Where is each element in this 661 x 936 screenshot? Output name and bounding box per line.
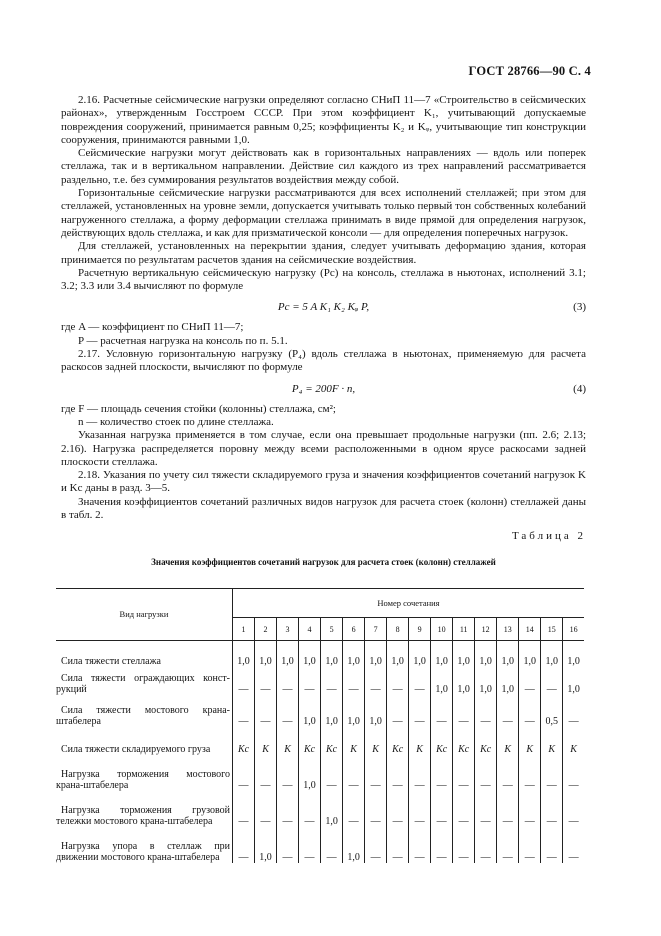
coefficient-cell: — [431,695,453,727]
coefficient-cell: — [409,667,431,695]
coefficient-cell: — [475,827,497,863]
paragraph-floor-mounted: Для стеллажей, установленных на перекрытии здания, следует учитывать деформацию здания, которая принимается по результатам расчетов здания на сейсмические воздействия. [61,240,586,266]
coefficient-cell: 1,0 [299,641,321,668]
coefficient-cell: — [497,827,519,863]
table-title: Значения коэффициентов сочетаний нагрузок для расчета стоек (колонн) стеллажей [151,556,496,567]
coefficient-cell: — [321,755,343,791]
combination-number-cell: 4 [299,618,321,641]
coefficient-cell: — [475,695,497,727]
combination-number-cell: 2 [255,618,277,641]
coefficient-cell: 1,0 [431,641,453,668]
coefficient-cell: — [277,791,299,827]
coefficient-cell: 1,0 [299,695,321,727]
coefficient-cell: Kс [453,727,475,755]
coefficient-cell: — [453,695,475,727]
coefficient-cell: 1,0 [237,656,250,667]
formula-4-expression: P₄ = 200F · n, [291,382,356,395]
load-type-line: движении мостового крана-штабелера [56,852,220,863]
coefficient-cell: Kс [431,727,453,755]
load-type-line: Сила тяжести мостового крана- [61,705,230,716]
load-type-line: тележки мостового крана-штабелера [56,816,213,827]
coefficient-cell: — [541,755,563,791]
coefficient-cell: 1,0 [255,641,277,668]
coefficient-cell: — [238,684,249,695]
definition-label: P — [78,334,101,347]
coefficient-cell: — [365,791,387,827]
paragraph-2-17: 2.17. Условную горизонтальную нагрузку (P₄) вдоль стеллажа в ньютонах, применяемую для расчета раскосов задней плоскости, вычисляют по формуле [61,348,586,374]
load-type-cell [56,755,233,791]
coefficient-cell: — [365,667,387,695]
load-type-cell [56,827,233,863]
coefficient-cell: 1,0 [343,827,365,863]
coefficient-cell: K [365,727,387,755]
coefficient-cell: — [321,827,343,863]
coefficient-cell: — [497,755,519,791]
load-type-cell: Сила тяжести стеллажа [56,641,233,668]
document-body [61,94,586,569]
coefficient-cell: K [255,727,277,755]
combination-number-cell: 15 [541,618,563,641]
combination-number-cell: 10 [431,618,453,641]
coefficient-cell: — [409,755,431,791]
coefficient-cell: — [563,827,584,863]
coefficient-cell: — [519,755,541,791]
coefficient-cell: K [541,727,563,755]
coefficient-cell: Kс [237,744,250,755]
coefficient-cell: 1,0 [475,667,497,695]
coefficients-table [56,588,584,863]
load-type-line: рукций [56,684,87,695]
definition-n [61,416,586,429]
table-header-row [56,589,584,618]
coefficient-cell: — [431,827,453,863]
table-row [56,695,584,727]
coefficient-cell: — [343,755,365,791]
column-header-load-type: Вид нагрузки [56,589,233,641]
coefficient-cell: — [387,695,409,727]
coefficient-cell: — [343,667,365,695]
load-type-line: штабелера [56,716,101,727]
coefficient-cell: — [431,791,453,827]
formula-3-expression: Pc = 5 A K₁ K₂ Kᵩ P, [277,301,370,314]
load-type-line: крана-штабелера [56,780,129,791]
coefficient-cell: — [453,755,475,791]
coefficient-cell: 1,0 [299,755,321,791]
coefficient-cell: K [343,727,365,755]
page-header: ГОСТ 28766—90 С. 4 [468,64,591,78]
coefficient-cell: — [387,667,409,695]
coefficient-cell: — [563,791,584,827]
formula-4-number: (4) [573,382,586,395]
coefficient-cell: — [299,827,321,863]
definition-label: где F — [61,402,101,415]
combination-number-cell: 1 [233,618,255,641]
table-row [56,641,584,668]
table-label: Таблица 2 [511,530,586,543]
paragraph-2-16: 2.16. Расчетные сейсмические нагрузки определяют согласно СНиП 11—7 «Строительство в сейсмических районах», утвержденным Госстроем СССР. При этом коэффициент K₁, учитывающий допускаемые повреждения сооружений, принимается равным 0,25; коэффициенты K₂ и Kᵩ, учитывающие тип конструкции сооружения, принимаются равными 1,0. [61,94,586,146]
load-type-line: Нагрузка торможения мостового [61,769,230,780]
table-body [56,641,584,864]
definition-text: количество стоек по длине стеллажа. [100,415,274,428]
formula-3-number: (3) [573,301,586,314]
coefficient-cell: K [497,727,519,755]
coefficient-cell: — [299,791,321,827]
coefficient-cell: — [277,667,299,695]
definition-text: расчетная нагрузка на консоль по п. 5.1. [100,334,288,347]
coefficient-cell: — [563,695,584,727]
coefficient-cell: — [387,755,409,791]
coefficient-cell: 1,0 [453,641,475,668]
coefficient-cell: 1,0 [497,641,519,668]
coefficient-cell: Kс [299,727,321,755]
load-type-cell [56,695,233,727]
coefficient-cell: — [299,667,321,695]
coefficient-cell: — [238,852,249,863]
table-row [56,791,584,827]
coefficient-cell: — [321,667,343,695]
coefficient-cell: — [387,791,409,827]
coefficient-cell: K [519,727,541,755]
coefficient-cell: — [238,716,249,727]
coefficient-cell: 1,0 [321,791,343,827]
table-row [56,755,584,791]
coefficient-cell: — [519,827,541,863]
coefficient-cell: 1,0 [321,641,343,668]
coefficient-cell: — [431,755,453,791]
coefficient-cell: — [277,755,299,791]
definition-p [61,335,586,348]
coefficient-cell: Kс [387,727,409,755]
table-row [56,827,584,863]
coefficient-cell: K [277,727,299,755]
coefficient-cell: — [453,827,475,863]
combination-number-cell: 11 [453,618,475,641]
coefficient-cell: 1,0 [453,667,475,695]
coefficient-cell: — [409,695,431,727]
load-type-line: Нагрузка упора в стеллаж при [61,841,230,852]
coefficient-cell: — [475,791,497,827]
coefficient-cell: — [343,791,365,827]
coefficient-cell: 1,0 [365,641,387,668]
table-row [56,727,584,755]
coefficient-cell: — [519,667,541,695]
coefficient-cell: — [238,816,249,827]
coefficient-cell: — [409,827,431,863]
coefficient-cell: 1,0 [519,641,541,668]
formula-4 [61,375,586,403]
coefficient-cell: — [255,755,277,791]
coefficient-cell: — [409,791,431,827]
combination-number-cell: 7 [365,618,387,641]
coefficient-cell: K [409,727,431,755]
combination-number-cell: 3 [277,618,299,641]
paragraph-seismic-directions: Сейсмические нагрузки могут действовать как в горизонтальных направлениях — вдоль или поперек стеллажа, так и в вертикальном направлении. Действие сил каждого из трех направлений рассматривается раздельно, т.е. без суммирования результатов воздействия между собой. [61,147,586,186]
table-row [56,667,584,695]
combination-number-cell: 14 [519,618,541,641]
load-type-line: Сила тяжести ограждающих конст- [61,673,230,684]
coefficient-cell: — [277,695,299,727]
coefficient-cell: — [497,695,519,727]
combination-number-cell: 5 [321,618,343,641]
coefficient-cell: — [541,667,563,695]
definition-a [61,321,586,334]
coefficient-cell: — [255,791,277,827]
coefficient-cell: — [387,827,409,863]
coefficient-cell: Kс [321,727,343,755]
load-type-cell [56,791,233,827]
coefficient-cell: — [238,780,249,791]
coefficient-cell: — [255,695,277,727]
paragraph-coefficients: Значения коэффициентов сочетаний различных видов нагрузок для расчета стоек (колонн) стеллажей даны в табл. 2. [61,495,586,522]
coefficient-cell: — [453,791,475,827]
combination-number-cell: 12 [475,618,497,641]
coefficient-cell: — [519,791,541,827]
coefficient-cell: 1,0 [321,695,343,727]
coefficient-cell: 1,0 [343,641,365,668]
coefficient-cell: — [365,755,387,791]
coefficient-cell: 1,0 [387,641,409,668]
combination-number-cell: 9 [409,618,431,641]
combination-number-cell: 13 [497,618,519,641]
coefficient-cell: — [519,695,541,727]
definition-f [61,403,586,416]
coefficient-cell: 1,0 [541,641,563,668]
coefficient-cell: 1,0 [475,641,497,668]
paragraph-vertical-load: Расчетную вертикальную сейсмическую нагрузку (Pc) на консоль, стеллажа в ньютонах, исполнений 3.1; 3.2; 3.3 или 3.4 вычисляют по формуле [61,266,586,293]
coefficient-cell: — [497,791,519,827]
coefficient-cell: — [475,755,497,791]
paragraph-2-18: 2.18. Указания по учету сил тяжести складируемого груза и значения коэффициентов сочетаний нагрузок K и Kс даны в разд. 3—5. [61,469,586,495]
column-header-combination-number: Номер сочетания [233,589,585,618]
coefficient-cell: 1,0 [343,695,365,727]
load-type-cell [56,667,233,695]
coefficient-cell: 1,0 [497,667,519,695]
coefficient-cell: — [277,827,299,863]
definition-text: площадь сечения стойки (колонны) стеллажа, см²; [100,402,336,415]
coefficient-cell: K [563,727,584,755]
coefficient-cell: 1,0 [563,641,584,668]
coefficient-cell: 1,0 [431,667,453,695]
paragraph-horizontal-loads: Горизонтальные сейсмические нагрузки рассматриваются для всех исполнений стеллажей; при этом для стеллажей, установленных на уровне земли, допускается учитывать только первый тон собственных колебаний нагруженного стеллажа, а форму деформации стеллажа принимать в виде прямой для определения нагрузок, действующих вдоль стеллажа, и как для призматической консоли — для определения поперечных нагрузок. [61,187,586,239]
coefficient-cell: 1,0 [409,641,431,668]
combination-number-cell: 8 [387,618,409,641]
load-type-line: Нагрузка торможения грузовой [61,805,230,816]
combination-number-cell: 16 [563,618,584,641]
coefficient-cell: Kс [475,727,497,755]
definition-label: где A — [61,321,103,334]
combination-number-cell: 6 [343,618,365,641]
coefficient-cell: 1,0 [563,667,584,695]
definition-text: коэффициент по СНиП 11—7; [102,321,244,334]
coefficient-cell: — [365,827,387,863]
definition-label: n — [78,415,100,428]
coefficient-cell: 1,0 [277,641,299,668]
coefficient-cell: — [541,827,563,863]
load-type-cell: Сила тяжести складируемого груза [56,727,233,755]
coefficient-cell: — [255,667,277,695]
coefficient-cell: 1,0 [365,695,387,727]
coefficient-cell: 0,5 [541,695,563,727]
formula-3 [61,293,586,321]
coefficient-cell: 1,0 [255,827,277,863]
paragraph-load-usage: Указанная нагрузка применяется в том случае, если она превышает продольные нагрузки (пп. 2.6; 2.13; 2.16). Нагрузка распределяется поровну между всеми расположенными в одном ярусе раскосами задней плоскости стеллажа. [61,429,586,468]
coefficient-cell: — [541,791,563,827]
coefficient-cell: — [563,755,584,791]
